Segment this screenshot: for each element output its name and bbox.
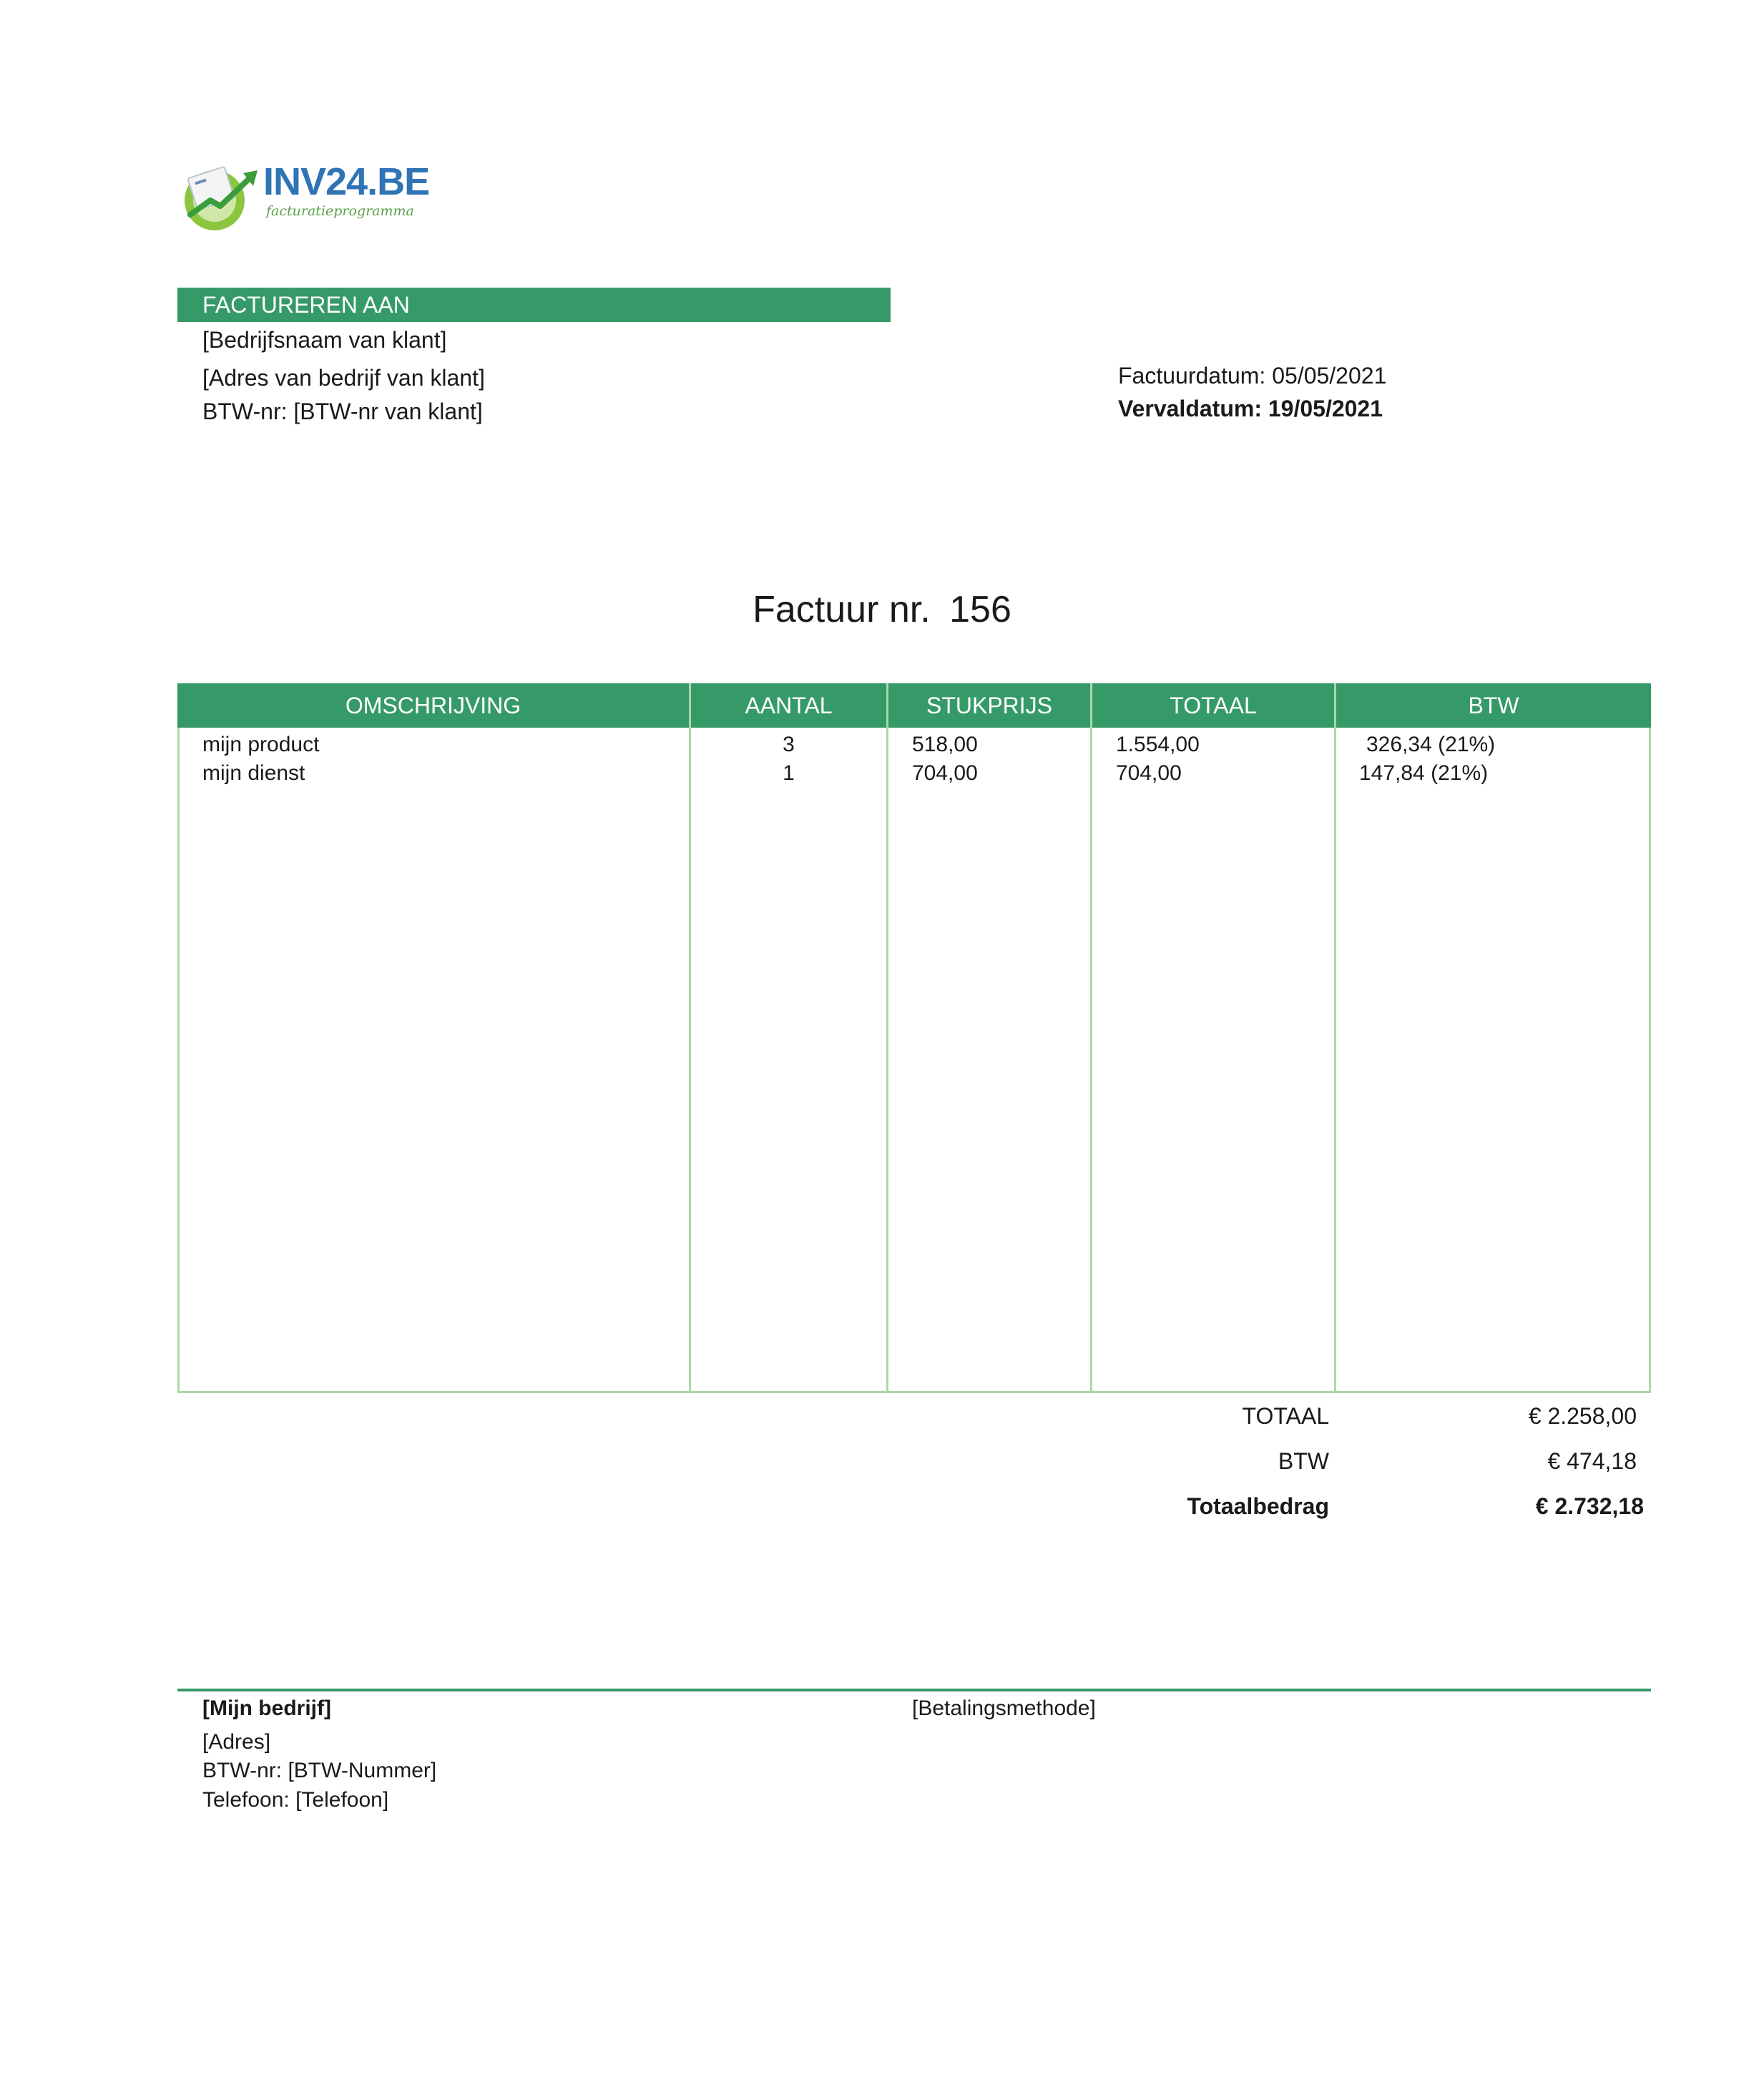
header-totaal: TOTAAL — [1170, 693, 1257, 718]
line-items-table — [177, 683, 1651, 1393]
grand-total-label: Totaalbedrag — [1187, 1493, 1329, 1519]
vat-total-label: BTW — [1278, 1448, 1329, 1474]
footer-payment-method: [Betalingsmethode] — [912, 1696, 1096, 1720]
row2-quantity: 1 — [783, 761, 795, 785]
row2-vat: 147,84 (21%) — [1359, 761, 1489, 785]
footer-vat: BTW-nr: [BTW-Nummer] — [202, 1759, 437, 1782]
footer-address: [Adres] — [202, 1730, 271, 1754]
logo-tagline: facturatieprogramma — [266, 203, 414, 219]
footer-divider — [177, 1689, 1651, 1691]
column-divider — [689, 683, 691, 1393]
logo-icon — [177, 159, 263, 230]
vat-total-value: € 474,18 — [1547, 1448, 1637, 1474]
company-logo — [177, 159, 430, 230]
subtotal-label: TOTAAL — [1242, 1403, 1329, 1429]
column-divider — [1090, 683, 1092, 1393]
column-divider — [1334, 683, 1336, 1393]
invoice-label: Factuur nr. — [753, 589, 931, 630]
row1-quantity: 3 — [783, 733, 795, 756]
invoice-title — [0, 587, 1764, 633]
row1-unit-price: 518,00 — [912, 733, 978, 756]
row1-vat: 326,34 (21%) — [1366, 733, 1496, 756]
row2-total: 704,00 — [1116, 761, 1182, 785]
grand-total-value: € 2.732,18 — [1535, 1493, 1644, 1519]
header-omschrijving: OMSCHRIJVING — [345, 693, 521, 718]
row1-description: mijn product — [202, 733, 320, 756]
row2-description: mijn dienst — [202, 761, 305, 785]
invoice-number: 156 — [949, 589, 1011, 630]
row1-total: 1.554,00 — [1116, 733, 1200, 756]
header-btw: BTW — [1468, 693, 1519, 718]
client-address: [Adres van bedrijf van klant] — [202, 365, 485, 391]
row2-unit-price: 704,00 — [912, 761, 978, 785]
header-aantal: AANTAL — [745, 693, 833, 718]
client-company: [Bedrijfsnaam van klant] — [202, 327, 447, 353]
client-vat: BTW-nr: [BTW-nr van klant] — [202, 399, 483, 424]
header-stukprijs: STUKPRIJS — [926, 693, 1053, 718]
column-divider — [886, 683, 888, 1393]
invoice-date: Factuurdatum: 05/05/2021 — [1118, 363, 1387, 389]
footer-phone: Telefoon: [Telefoon] — [202, 1788, 389, 1812]
due-date: Vervaldatum: 19/05/2021 — [1118, 396, 1383, 421]
footer-company: [Mijn bedrijf] — [202, 1696, 331, 1720]
subtotal-value: € 2.258,00 — [1528, 1403, 1637, 1429]
bill-to-title: FACTUREREN AAN — [202, 292, 410, 318]
logo-text: INV24.BE — [263, 160, 430, 203]
